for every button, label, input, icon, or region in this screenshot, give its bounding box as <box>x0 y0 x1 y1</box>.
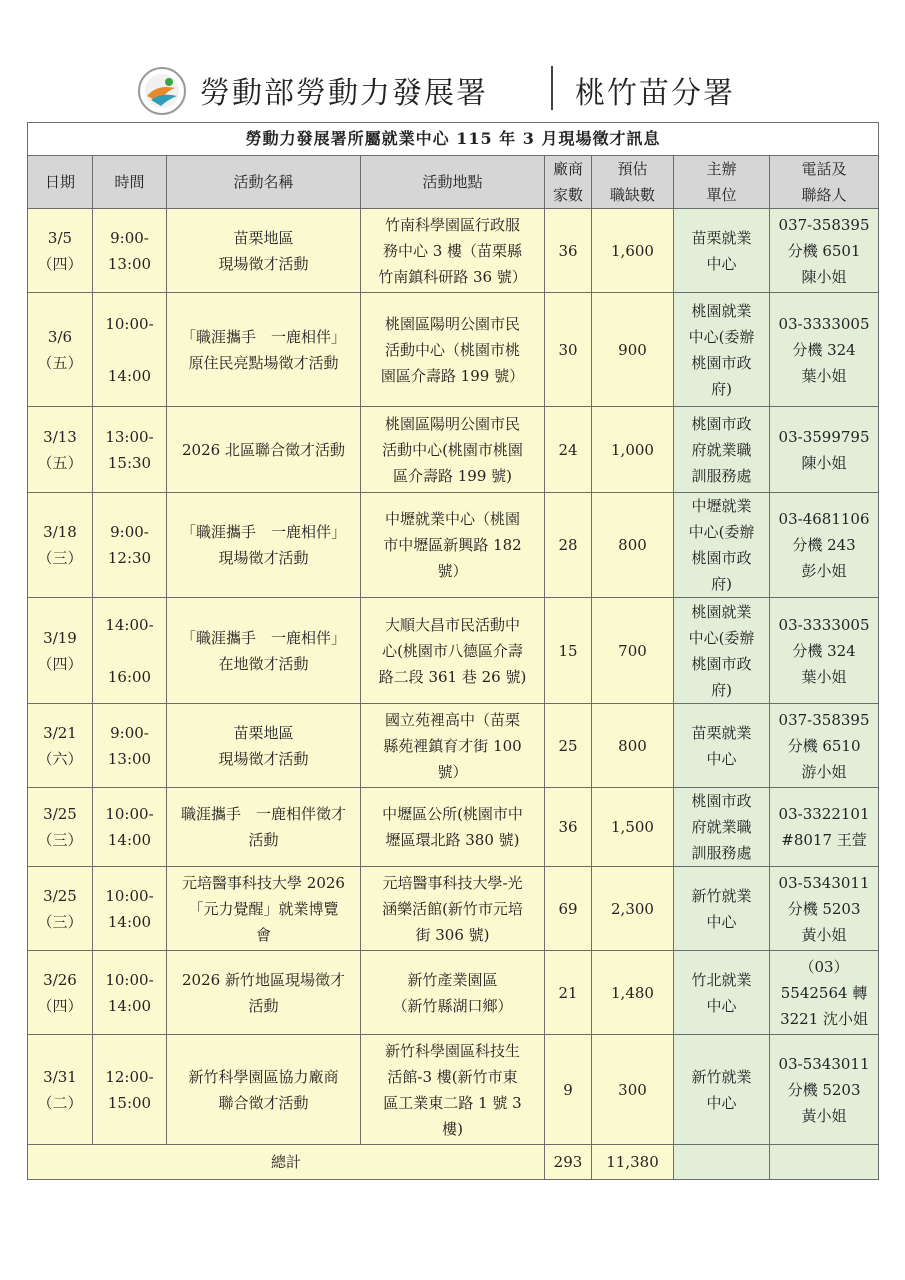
date-cell: 3/25 （三） <box>28 788 93 867</box>
openings-cell: 900 <box>592 293 674 407</box>
event-name-cell: 2026 新竹地區現場徵才 活動 <box>167 951 361 1035</box>
event-name-cell: 2026 北區聯合徵才活動 <box>167 407 361 493</box>
col-time-header: 時間 <box>93 156 167 209</box>
col-organizer-header: 主辦 單位 <box>674 156 770 209</box>
event-name-cell: 職涯攜手 一鹿相伴徵才 活動 <box>167 788 361 867</box>
organizer-cell: 桃園就業 中心(委辦 桃園市政 府) <box>674 293 770 407</box>
companies-cell: 36 <box>545 209 592 293</box>
table-row <box>28 598 879 704</box>
total-organizer-empty <box>674 1145 770 1180</box>
contact-cell: 03-5343011 分機 5203 黃小姐 <box>770 867 879 951</box>
location-cell: 大順大昌市民活動中 心(桃園市八德區介壽 路二段 361 巷 26 號) <box>361 598 545 704</box>
location-cell: 中壢就業中心（桃園 市中壢區新興路 182 號） <box>361 493 545 598</box>
table-row <box>28 1035 879 1145</box>
time-cell: 13:00- 15:30 <box>93 407 167 493</box>
time-cell: 12:00- 15:00 <box>93 1035 167 1145</box>
contact-cell: 037-358395 分機 6501 陳小姐 <box>770 209 879 293</box>
col-date-header: 日期 <box>28 156 93 209</box>
location-cell: 桃園區陽明公園市民 活動中心(桃園市桃園 區介壽路 199 號) <box>361 407 545 493</box>
organizer-cell: 苗栗就業 中心 <box>674 704 770 788</box>
openings-cell: 1,480 <box>592 951 674 1035</box>
companies-cell: 25 <box>545 704 592 788</box>
location-cell: 竹南科學園區行政服 務中心 3 樓（苗栗縣 竹南鎮科研路 36 號） <box>361 209 545 293</box>
openings-cell: 700 <box>592 598 674 704</box>
col-companies-header: 廠商 家數 <box>545 156 592 209</box>
date-cell: 3/19 （四） <box>28 598 93 704</box>
companies-cell: 30 <box>545 293 592 407</box>
table-row <box>28 293 879 407</box>
contact-cell: 03-3333005 分機 324 葉小姐 <box>770 293 879 407</box>
organizer-cell: 竹北就業 中心 <box>674 951 770 1035</box>
date-cell: 3/21 （六） <box>28 704 93 788</box>
event-name-cell: 新竹科學園區協力廠商 聯合徵才活動 <box>167 1035 361 1145</box>
event-name-cell: 「職涯攜手 一鹿相伴」 在地徵才活動 <box>167 598 361 704</box>
table-header-row <box>28 156 879 209</box>
organizer-cell: 桃園就業 中心(委辦 桃園市政 府) <box>674 598 770 704</box>
openings-cell: 1,000 <box>592 407 674 493</box>
table-row <box>28 867 879 951</box>
event-name-cell: 苗栗地區 現場徵才活動 <box>167 704 361 788</box>
table-row <box>28 407 879 493</box>
event-name-cell: 「職涯攜手 一鹿相伴」 現場徵才活動 <box>167 493 361 598</box>
date-cell: 3/13 （五） <box>28 407 93 493</box>
total-label: 總計 <box>28 1145 545 1180</box>
openings-cell: 2,300 <box>592 867 674 951</box>
wda-logo-icon <box>137 66 187 116</box>
contact-cell: （03） 5542564 轉 3221 沈小姐 <box>770 951 879 1035</box>
branch-name: 桃竹苗分署 <box>575 76 735 111</box>
event-name-cell: 「職涯攜手 一鹿相伴」 原住民亮點場徵才活動 <box>167 293 361 407</box>
contact-cell: 03-3333005 分機 324 葉小姐 <box>770 598 879 704</box>
total-contact-empty <box>770 1145 879 1180</box>
openings-cell: 1,600 <box>592 209 674 293</box>
date-cell: 3/18 （三） <box>28 493 93 598</box>
time-cell: 10:00- 14:00 <box>93 293 167 407</box>
openings-cell: 800 <box>592 704 674 788</box>
companies-cell: 15 <box>545 598 592 704</box>
location-cell: 中壢區公所(桃園市中 壢區環北路 380 號) <box>361 788 545 867</box>
organizer-cell: 苗栗就業 中心 <box>674 209 770 293</box>
header-divider <box>551 66 553 110</box>
time-cell: 10:00- 14:00 <box>93 788 167 867</box>
total-openings: 11,380 <box>592 1145 674 1180</box>
table-row <box>28 704 879 788</box>
contact-cell: 03-3599795 陳小姐 <box>770 407 879 493</box>
date-cell: 3/31 （二） <box>28 1035 93 1145</box>
organizer-cell: 新竹就業 中心 <box>674 867 770 951</box>
date-cell: 3/26 （四） <box>28 951 93 1035</box>
location-cell: 元培醫事科技大學-光 涵樂活館(新竹市元培 街 306 號) <box>361 867 545 951</box>
date-cell: 3/5 （四） <box>28 209 93 293</box>
col-openings-header: 預估 職缺數 <box>592 156 674 209</box>
event-name-cell: 苗栗地區 現場徵才活動 <box>167 209 361 293</box>
col-contact-header: 電話及 聯絡人 <box>770 156 879 209</box>
companies-cell: 28 <box>545 493 592 598</box>
companies-cell: 36 <box>545 788 592 867</box>
organizer-cell: 桃園市政 府就業職 訓服務處 <box>674 407 770 493</box>
contact-cell: 03-5343011 分機 5203 黃小姐 <box>770 1035 879 1145</box>
companies-cell: 9 <box>545 1035 592 1145</box>
col-location-header: 活動地點 <box>361 156 545 209</box>
time-cell: 10:00- 14:00 <box>93 951 167 1035</box>
col-name-header: 活動名稱 <box>167 156 361 209</box>
date-cell: 3/6 （五） <box>28 293 93 407</box>
time-cell: 9:00- 13:00 <box>93 209 167 293</box>
openings-cell: 300 <box>592 1035 674 1145</box>
table-row <box>28 493 879 598</box>
companies-cell: 24 <box>545 407 592 493</box>
table-row <box>28 951 879 1035</box>
location-cell: 桃園區陽明公園市民 活動中心（桃園市桃 園區介壽路 199 號） <box>361 293 545 407</box>
companies-cell: 69 <box>545 867 592 951</box>
total-row <box>28 1145 879 1180</box>
openings-cell: 1,500 <box>592 788 674 867</box>
companies-cell: 21 <box>545 951 592 1035</box>
contact-cell: 03-4681106 分機 243 彭小姐 <box>770 493 879 598</box>
organizer-cell: 中壢就業 中心(委辦 桃園市政 府) <box>674 493 770 598</box>
table-title: 勞動力發展署所屬就業中心 115 年 3 月現場徵才訊息 <box>28 123 879 156</box>
organizer-cell: 桃園市政 府就業職 訓服務處 <box>674 788 770 867</box>
location-cell: 新竹科學園區科技生 活館-3 樓(新竹市東 區工業東二路 1 號 3 樓) <box>361 1035 545 1145</box>
contact-cell: 037-358395 分機 6510 游小姐 <box>770 704 879 788</box>
job-fair-table <box>27 122 879 1180</box>
location-cell: 新竹產業園區 （新竹縣湖口鄉） <box>361 951 545 1035</box>
time-cell: 9:00- 13:00 <box>93 704 167 788</box>
total-companies: 293 <box>545 1145 592 1180</box>
time-cell: 9:00- 12:30 <box>93 493 167 598</box>
contact-cell: 03-3322101 #8017 王萱 <box>770 788 879 867</box>
time-cell: 10:00- 14:00 <box>93 867 167 951</box>
table-row <box>28 209 879 293</box>
page-header <box>0 60 905 124</box>
event-name-cell: 元培醫事科技大學 2026 「元力覺醒」就業博覽 會 <box>167 867 361 951</box>
organizer-cell: 新竹就業 中心 <box>674 1035 770 1145</box>
date-cell: 3/25 （三） <box>28 867 93 951</box>
table-row <box>28 788 879 867</box>
location-cell: 國立苑裡高中（苗栗 縣苑裡鎮育才街 100 號） <box>361 704 545 788</box>
openings-cell: 800 <box>592 493 674 598</box>
org-name: 勞動部勞動力發展署 <box>200 76 488 111</box>
time-cell: 14:00- 16:00 <box>93 598 167 704</box>
